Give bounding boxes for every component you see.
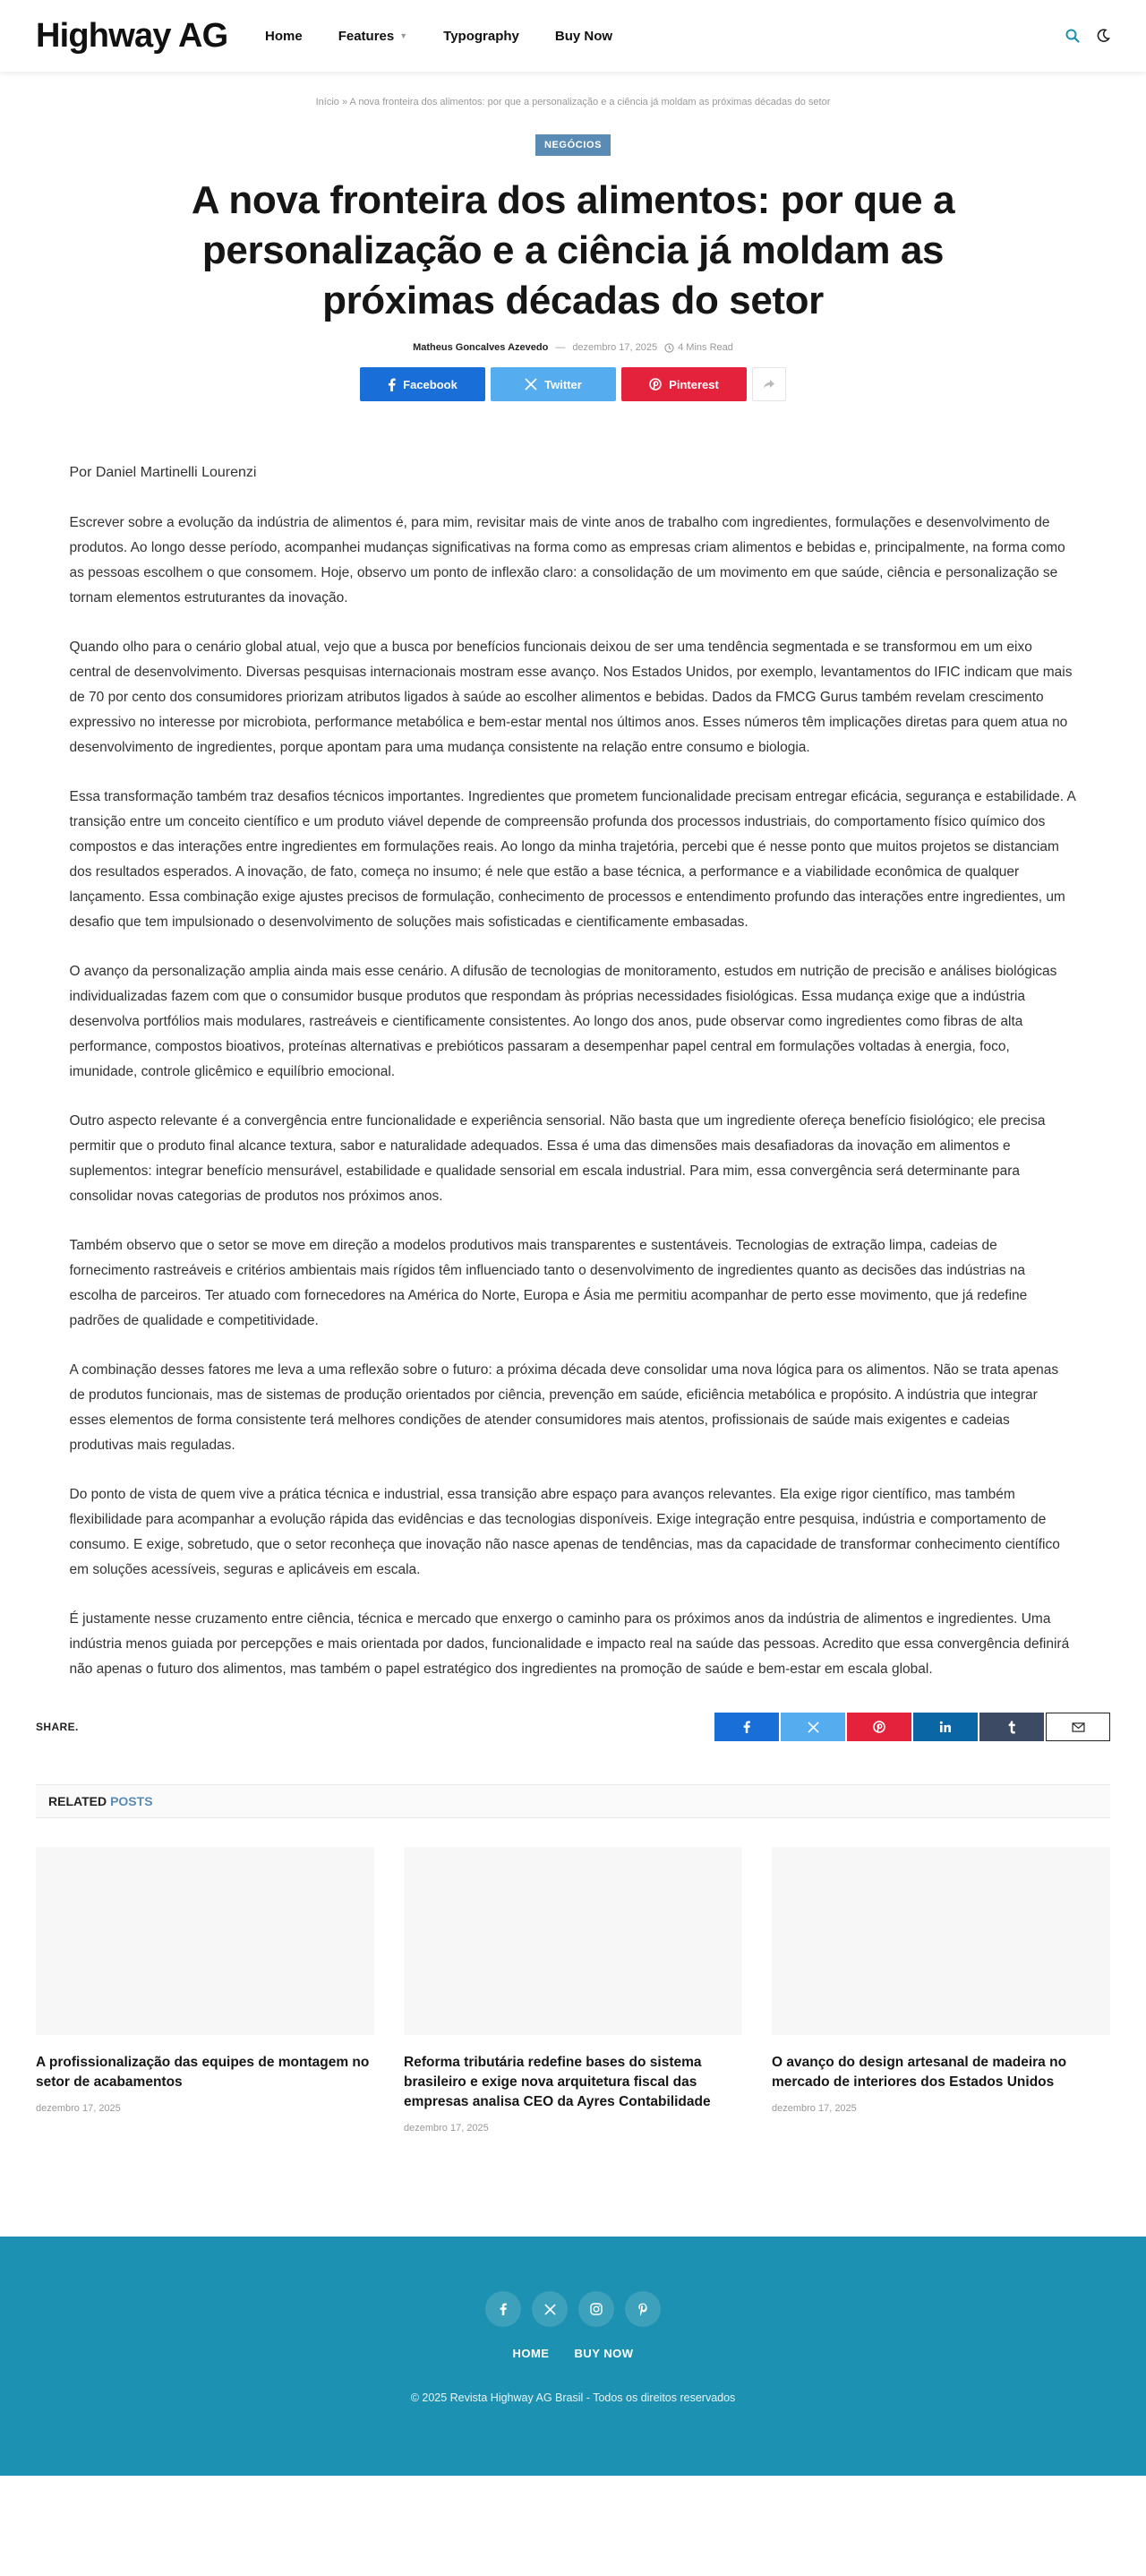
nav-item-typography[interactable] bbox=[443, 29, 519, 44]
related-post-card[interactable] bbox=[772, 1847, 1110, 2134]
article-paragraph: Do ponto de vista de quem vive a prática técnica e industrial, essa transição abre espaço para avanços relevantes. Ela exige rigor científico, mas também flexibilidade para acompanhar a evolução rápida das evidências e das tecnologias disponíveis. Exige integração entre pesquisa, indústria e comportamento de consumo. E exige, sobretudo, que o setor reconheça que inovação não nasce apenas de tendências, mas da capacidade de transformar conhecimento científico em soluções acessíveis, seguras e aplicáveis em escala. bbox=[69, 1487, 1060, 1577]
related-post-date: dezembro 17, 2025 bbox=[36, 2103, 121, 2114]
footer-copyright: © 2025 Revista Highway AG Brasil - Todos os direitos reservados bbox=[410, 2391, 736, 2404]
share-label: SHARE. bbox=[36, 1721, 79, 1733]
footer-social bbox=[485, 2291, 661, 2327]
pinterest-icon bbox=[649, 378, 662, 391]
share-bottom-facebook-button[interactable] bbox=[714, 1713, 779, 1741]
article-paragraph: A combinação desses fatores me leva a uma reflexão sobre o futuro: a próxima década deve consolidar uma nova lógica para os alimentos. Não se trata apenas de produtos funcionais, mas de sistemas de produção orientados por ciência, prevenção em saúde, eficiência metabólica e propósito. A indústria que integrar esses elementos de forma consistente terá melhores condições de atender consumidores mais atentos, profissionais de saúde mais exigentes e cadeias produtivas mais reguladas. bbox=[69, 1362, 1059, 1453]
article-paragraph: Outro aspecto relevante é a convergência entre funcionalidade e experiência sensorial. Não basta que um ingrediente ofereça benefício fisiológico; ele precisa permitir que o produto final alcance textura, sabor e naturalidade adequados. Essa é uma das dimensões mais desafiadoras da inovação em alimentos e suplementos: integrar benefício mensurável, estabilidade e qualidade sensorial em escala industrial. Para mim, essa convergência será determinante para consolidar novas categorias de produtos nos próximos anos. bbox=[69, 1113, 1046, 1204]
footer-x-link[interactable] bbox=[532, 2291, 568, 2327]
related-heading-text: RELATED bbox=[48, 1794, 107, 1808]
nav-label: Home bbox=[265, 28, 303, 44]
site-logo[interactable]: Highway AG bbox=[36, 16, 228, 55]
related-heading bbox=[36, 1784, 1110, 1818]
nav-label: Features bbox=[338, 28, 395, 44]
linkedin-icon bbox=[939, 1721, 952, 1733]
footer-nav-home[interactable]: HOME bbox=[512, 2347, 550, 2360]
article-paragraph: Também observo que o setor se move em direção a modelos produtivos mais transparentes e sustentáveis. Tecnologias de extração limpa, cadeias de fornecimento rastreáveis e critérios ambientais mais rígidos têm influenciado tanto o desenvolvimento de ingredientes quanto as decisões das indústrias na escolha de parceiros. Ter atuado com fornecedores na América do Norte, Europa e Ásia me permitiu acompanhar de perto esse movimento, que já redefine padrões de qualidade e competitividade. bbox=[69, 1238, 1028, 1328]
share-bottom-linkedin-button[interactable] bbox=[913, 1713, 978, 1741]
site-header bbox=[0, 0, 1146, 72]
article-byline: Por Daniel Martinelli Lourenzi bbox=[69, 465, 257, 480]
related-post-card[interactable] bbox=[404, 1847, 742, 2134]
share-pinterest-button[interactable] bbox=[621, 367, 747, 401]
header-tools bbox=[1065, 29, 1110, 43]
chevron-down-icon: ▼ bbox=[399, 31, 408, 40]
meta-dash: — bbox=[555, 342, 566, 353]
x-icon bbox=[544, 2304, 556, 2315]
read-time-label: 4 Mins Read bbox=[678, 342, 733, 353]
share-top bbox=[0, 367, 1146, 401]
x-icon bbox=[525, 378, 537, 391]
share-twitter-button[interactable] bbox=[491, 367, 616, 401]
footer-nav-buy-now[interactable]: BUY NOW bbox=[574, 2347, 634, 2360]
post-date: dezembro 17, 2025 bbox=[572, 342, 658, 353]
pinterest-icon bbox=[873, 1721, 885, 1733]
share-arrow-icon bbox=[763, 379, 775, 390]
twitter-label: Twitter bbox=[544, 377, 582, 391]
share-facebook-button[interactable] bbox=[360, 367, 485, 401]
pinterest-icon bbox=[637, 2303, 648, 2316]
site-footer bbox=[0, 2237, 1146, 2476]
nav-label: Buy Now bbox=[554, 28, 613, 44]
related-post-thumbnail[interactable] bbox=[36, 1847, 374, 2035]
clock-icon bbox=[664, 343, 674, 353]
facebook-icon bbox=[743, 1721, 750, 1733]
share-more-button[interactable] bbox=[752, 367, 786, 401]
category-badge[interactable]: NEGÓCIOS bbox=[535, 134, 611, 156]
post-meta bbox=[0, 342, 1146, 353]
share-bottom bbox=[36, 1713, 1110, 1741]
facebook-icon bbox=[388, 378, 396, 391]
tumblr-icon bbox=[1007, 1721, 1016, 1734]
related-post-date: dezembro 17, 2025 bbox=[772, 2103, 857, 2114]
share-bottom-tumblr-button[interactable] bbox=[979, 1713, 1044, 1741]
related-post-title[interactable]: O avanço do design artesanal de madeira no mercado de interiores dos Estados Unidos bbox=[772, 2055, 1067, 2090]
article-paragraph: Escrever sobre a evolução da indústria de alimentos é, para mim, revisitar mais de vinte anos de trabalho com ingredientes, formulações e desenvolvimento de produtos. Ao longo desse período, acompanhei mudanças significativas na forma como as empresas criam alimentos e bebidas e, principalmente, na forma como as pessoas escolhem o que consomem. Hoje, observo um ponto de inflexão claro: a consolidação de um movimento em que saúde, ciência e personalização se tornam elementos estruturantes da inovação. bbox=[69, 515, 1065, 605]
related-post-date: dezembro 17, 2025 bbox=[404, 2123, 489, 2134]
facebook-icon bbox=[500, 2303, 507, 2315]
search-icon[interactable] bbox=[1065, 29, 1080, 43]
related-post-title[interactable]: Reforma tributária redefine bases do sistema brasileiro e exige nova arquitetura fiscal das empresas analisa CEO da Ayres Contabilidade bbox=[404, 2055, 711, 2109]
footer-pinterest-link[interactable] bbox=[625, 2291, 661, 2327]
share-bottom-pinterest-button[interactable] bbox=[847, 1713, 911, 1741]
nav-item-features[interactable] bbox=[338, 29, 407, 44]
email-icon bbox=[1072, 1722, 1085, 1732]
instagram-icon bbox=[590, 2303, 603, 2315]
nav-item-home[interactable] bbox=[265, 29, 303, 44]
dark-mode-moon-icon[interactable] bbox=[1096, 29, 1110, 43]
article-body bbox=[70, 401, 1077, 1682]
main-nav bbox=[265, 29, 648, 44]
article-paragraph: Quando olho para o cenário global atual, vejo que a busca por benefícios funcionais deixou de ser uma tendência segmentada e se transformou em um eixo central de desenvolvimento. Diversas pesquisas internacionais mostram esse avanço. Nos Estados Unidos, por exemplo, levantamentos do IFIC indicam que mais de 70 por cento dos consumidores priorizam atributos ligados à saúde ao escolher alimentos e bebidas. Dados da FMCG Gurus também revelam crescimento expressivo no interesse por microbiota, performance metabólica e bem-estar mental nos últimos anos. Esses números têm implicações diretas para quem atua no desenvolvimento de ingredientes, porque apontam para uma mudança consistente na relação entre consumo e biologia. bbox=[69, 640, 1073, 755]
related-posts bbox=[36, 1784, 1110, 2134]
breadcrumb-current: A nova fronteira dos alimentos: por que a personalização e a ciência já moldam as próximas décadas do setor bbox=[349, 97, 831, 107]
post-title: A nova fronteira dos alimentos: por que a personalização e a ciência já moldam as próximas décadas do setor bbox=[191, 178, 955, 322]
article-paragraph: O avanço da personalização amplia ainda mais esse cenário. A difusão de tecnologias de monitoramento, estudos em nutrição de precisão e análises biológicas individualizadas fazem com que o consumidor busque produtos que respondam às próprias necessidades fisiológicas. Essa mudança exige que a indústria desenvolva portfólios mais modulares, rastreáveis e cientificamente consistentes. Ao longo dos anos, pude observar como ingredientes como fibras de alta performance, compostos bioativos, proteínas alternativas e prebióticos passaram a desempenhar papel central em formulações voltadas à energia, foco, imunidade, controle glicêmico e equilíbrio emocional. bbox=[69, 964, 1057, 1079]
x-icon bbox=[808, 1722, 819, 1733]
share-bottom-email-button[interactable] bbox=[1046, 1713, 1110, 1741]
share-bottom-twitter-button[interactable] bbox=[781, 1713, 845, 1741]
related-post-title[interactable]: A profissionalização das equipes de montagem no setor de acabamentos bbox=[36, 2055, 370, 2090]
post-author[interactable]: Matheus Goncalves Azevedo bbox=[413, 342, 549, 353]
share-bottom-icons bbox=[714, 1713, 1110, 1741]
pinterest-label: Pinterest bbox=[669, 377, 719, 391]
related-post-thumbnail[interactable] bbox=[772, 1847, 1110, 2035]
footer-nav bbox=[512, 2347, 633, 2360]
nav-item-buy-now[interactable] bbox=[555, 29, 612, 44]
nav-label: Typography bbox=[443, 28, 519, 44]
breadcrumb bbox=[0, 97, 1146, 107]
related-post-card[interactable] bbox=[36, 1847, 374, 2134]
related-heading-highlight: POSTS bbox=[110, 1794, 153, 1808]
article-paragraph: Essa transformação também traz desafios técnicos importantes. Ingredientes que prometem funcionalidade precisam entregar eficácia, segurança e estabilidade. A transição entre um conceito científico e um produto viável depende de compreensão profunda dos processos industriais, do comportamento físico químico dos compostos e das interações entre ingredientes em formulações reais. Ao longo da minha trajetória, percebi que é nesse ponto que muitos projetos se distanciam dos resultados esperados. A inovação, de fato, começa no insumo; é nele que estão a base técnica, a performance e a viabilidade econômica de qualquer lançamento. Essa combinação exige ajustes precisos de formulação, conhecimento de processos e entendimento profundo das interações entre ingredientes, um desafio que tem impulsionado o desenvolvimento de soluções mais sofisticadas e cientificamente embasadas. bbox=[69, 789, 1076, 930]
breadcrumb-home-link[interactable]: Início bbox=[315, 97, 339, 107]
breadcrumb-separator: » bbox=[341, 97, 348, 107]
related-post-thumbnail[interactable] bbox=[404, 1847, 742, 2035]
footer-facebook-link[interactable] bbox=[485, 2291, 521, 2327]
footer-instagram-link[interactable] bbox=[578, 2291, 614, 2327]
article-paragraph: É justamente nesse cruzamento entre ciência, técnica e mercado que enxergo o caminho para os próximos anos da indústria de alimentos e ingredientes. Uma indústria menos guiada por percepções e mais orientada por dados, funcionalidade e impacto real na saúde das pessoas. Acredito que essa convergência definirá não apenas o futuro dos alimentos, mas também o papel estratégico dos ingredientes na promoção de saúde e bem-estar em escala global. bbox=[69, 1611, 1070, 1677]
read-time bbox=[664, 342, 733, 353]
facebook-label: Facebook bbox=[403, 377, 458, 391]
